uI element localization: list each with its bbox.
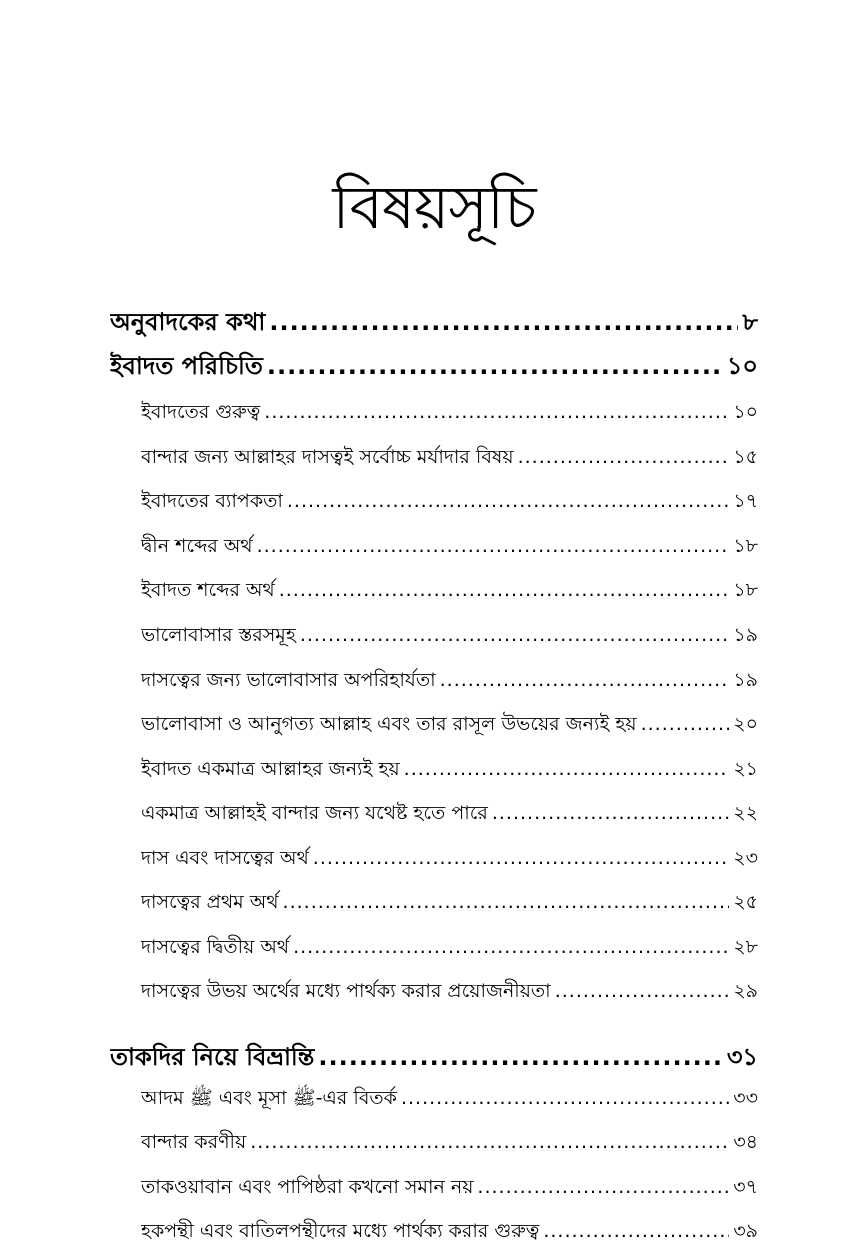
toc-entry: [141, 1084, 758, 1116]
toc-page-number: ২১: [733, 758, 758, 780]
dot-leader: [318, 1043, 722, 1071]
toc-page-number: ১৮: [733, 535, 758, 557]
toc-entry-title: ইবাদতের ব্যাপকতা: [141, 490, 283, 512]
toc-entry-title: দ্বীন শব্দের অর্থ: [141, 535, 253, 557]
toc-page-number: ৩৩: [733, 1087, 758, 1109]
dot-leader: [313, 847, 730, 869]
toc-page-number: ২৯: [733, 980, 758, 1002]
toc-entry: [141, 398, 758, 430]
toc-page-number: ২৩: [733, 847, 758, 869]
toc-entry: [110, 348, 758, 388]
toc-page-number: ৮: [742, 308, 758, 336]
toc-entry-title: দাস এবং দাসত্বের অর্থ: [141, 847, 309, 869]
toc-page-number: ২৫: [733, 891, 758, 913]
dot-leader: [518, 446, 730, 468]
dot-leader: [293, 936, 729, 958]
toc-entry: [141, 487, 758, 519]
dot-leader: [287, 490, 729, 512]
dot-leader: [555, 980, 730, 1002]
dot-leader: [250, 1131, 729, 1153]
toc-page-number: ১৮: [733, 579, 758, 601]
dot-leader: [440, 669, 730, 691]
toc-page-number: ৩৭: [733, 1176, 758, 1198]
toc-entry: [141, 710, 758, 742]
toc-entry: [141, 621, 758, 653]
dot-leader: [279, 579, 730, 601]
toc-entry-title: দাসত্বের দ্বিতীয় অর্থ: [141, 936, 290, 958]
toc-page-number: ১৭: [733, 490, 758, 512]
toc-entry: [141, 977, 758, 1009]
toc-entry: [141, 933, 758, 965]
toc-page-number: ১০: [726, 352, 758, 380]
toc-entry-title: তাকওয়াবান এবং পাপিষ্ঠরা কখনো সমান নয়: [141, 1176, 474, 1198]
dot-leader: [267, 352, 723, 380]
toc-page-number: ১০: [733, 401, 758, 423]
toc-entry: [110, 304, 758, 344]
toc-entry: [141, 1217, 758, 1249]
toc-entry: [141, 755, 758, 787]
dot-leader: [641, 713, 730, 735]
toc-entry-title: তাকদির নিয়ে বিভ্রান্তি: [110, 1043, 315, 1071]
toc-entry-title: বান্দার করণীয়: [141, 1131, 247, 1153]
toc-page-number: ৩১: [726, 1043, 758, 1071]
dot-leader: [492, 802, 729, 824]
page-title: বিষয়সূচি: [332, 173, 536, 243]
toc-page-number: ২০: [733, 713, 758, 735]
toc-entry: [110, 1039, 758, 1079]
toc-page-number: ৩৯: [733, 1220, 758, 1242]
toc-entry-title: ইবাদত পরিচিতি: [110, 352, 263, 380]
toc-page-number: ২৮: [733, 936, 758, 958]
toc-entry: [141, 888, 758, 920]
toc-entry: [141, 844, 758, 876]
toc-entry-title: ইবাদত শব্দের অর্থ: [141, 579, 275, 601]
toc-entry: [141, 666, 758, 698]
toc-entry-title: দাসত্বের উভয় অর্থের মধ্যে পার্থক্য করার প্রয়োজনীয়তা: [141, 980, 551, 1002]
toc-entry: [141, 799, 758, 831]
toc-entry-title: অনুবাদকের কথা: [110, 308, 266, 336]
dot-leader: [269, 308, 738, 336]
toc-page-number: ১৯: [733, 669, 758, 691]
toc-page-number: ২২: [733, 802, 758, 824]
toc-entry: [141, 576, 758, 608]
toc-entry: [141, 1173, 758, 1205]
toc-entry-title: ভালোবাসা ও আনুগত্য আল্লাহ এবং তার রাসূল উভয়ের জন্যই হয়: [141, 713, 637, 735]
toc-page-number: ৩৪: [733, 1131, 758, 1153]
toc-entry-title: হকপন্থী এবং বাতিলপন্থীদের মধ্যে পার্থক্য করার গুরুত্ব: [141, 1220, 540, 1242]
toc-entry-title: আদম ﷺ এবং মূসা ﷺ-এর বিতর্ক: [141, 1087, 397, 1109]
dot-leader: [264, 401, 729, 423]
toc-entry: [141, 443, 758, 475]
toc-entry-title: দাসত্বের প্রথম অর্থ: [141, 891, 279, 913]
dot-leader: [401, 1087, 729, 1109]
toc-entry-title: ইবাদতের গুরুত্ব: [141, 401, 261, 423]
toc-entry: [141, 532, 758, 564]
toc-entry-title: দাসত্বের জন্য ভালোবাসার অপরিহার্যতা: [141, 669, 436, 691]
dot-leader: [283, 891, 730, 913]
dot-leader: [477, 1176, 729, 1198]
toc-entry-title: বান্দার জন্য আল্লাহর দাসত্বই সর্বোচ্চ মর্যাদার বিষয়: [141, 446, 514, 468]
toc-entry-title: ভালোবাসার স্তরসমূহ: [141, 624, 296, 646]
dot-leader: [300, 624, 730, 646]
dot-leader: [257, 535, 730, 557]
dot-leader: [543, 1220, 729, 1242]
toc-page-number: ১৯: [733, 624, 758, 646]
toc-entry-title: ইবাদত একমাত্র আল্লাহর জন্যই হয়: [141, 758, 400, 780]
toc-entry-title: একমাত্র আল্লাহই বান্দার জন্য যথেষ্ট হতে পারে: [141, 802, 488, 824]
dot-leader: [404, 758, 730, 780]
toc-page-number: ১৫: [733, 446, 758, 468]
toc-entry: [141, 1128, 758, 1160]
